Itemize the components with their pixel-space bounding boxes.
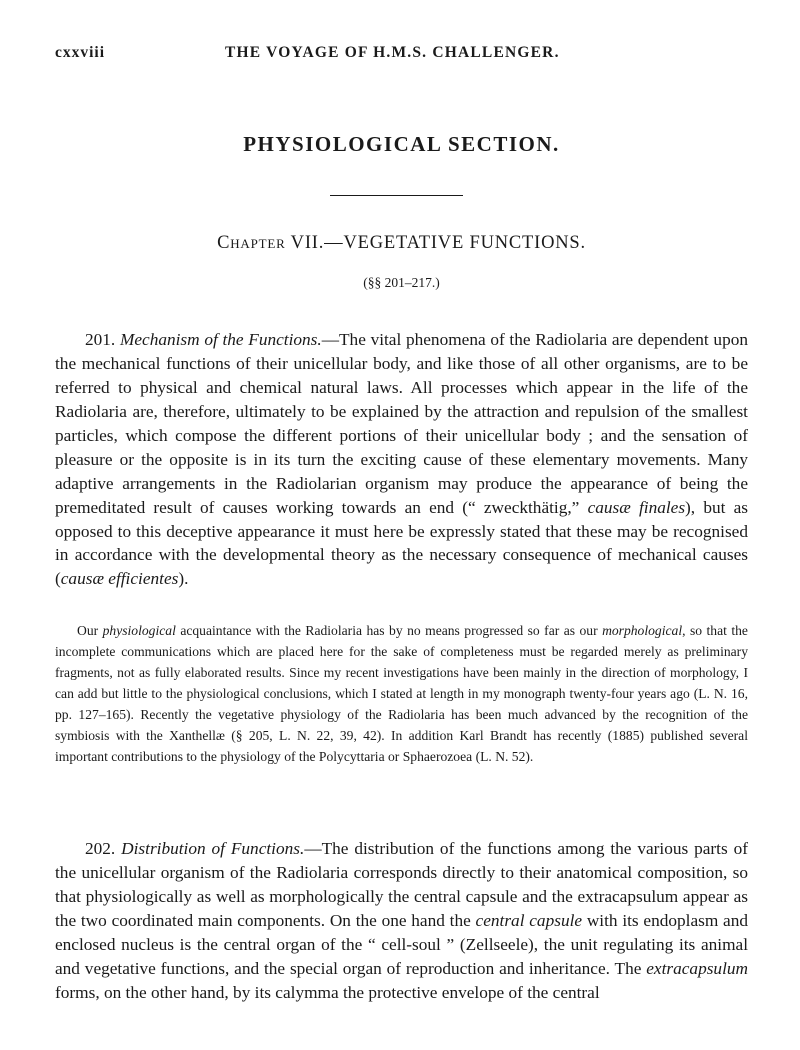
emphasis: morphological [602, 622, 683, 638]
note-text: acquaintance with the Radiolaria has by no means progressed so far as our [180, 622, 598, 638]
small-print-note [55, 620, 748, 768]
paragraph-text: —The vital phenomena of the Radiolaria are dependent upon the mechanical functions of their unicellular body, and like those of all other organisms, are to be referred to physical and chemical natural laws. All processes which appear in the life of the Radiolaria are, therefore, ultimately to be explained by the attraction and repulsion of the smallest particles, which compose the different portions of their unicellular body ; and the sensation of pleasure or the opposite is in its turn the exciting cause of these elementary movements. Many adaptive arrangements in the Radiolarian organism may produce the appearance of being the premeditated result of causes working towards an end (“ zweckthätig,” [55, 330, 748, 517]
chapter-label: Chapter [217, 233, 286, 253]
divider-rule [330, 195, 463, 196]
chapter-sections-range: (§§ 201–217.) [363, 275, 440, 290]
paragraph-202 [55, 837, 748, 1004]
paragraph-number: 202. [85, 839, 116, 859]
page-number: cxxviii [55, 44, 106, 61]
emphasis: extracapsulum [646, 958, 748, 978]
paragraph-text: —The distribution of the functions among the various parts of the unicellular organism of the Radiolaria corresponds directly to their anatomical composition, so that physiologically as well as morphologically the central capsule and the extracapsulum appear as the two coordinated main components. On the one hand the [55, 839, 748, 931]
chapter-title: VII.—VEGETATIVE FUNCTIONS. [290, 233, 586, 253]
section-title: PHYSIOLOGICAL SECTION. [243, 132, 560, 156]
latin-term: causæ efficientes [60, 569, 179, 589]
document-page [55, 0, 748, 1050]
paragraph-heading: Distribution of Functions. [121, 839, 305, 859]
paragraph-text: ). [178, 569, 189, 589]
running-header [55, 44, 748, 68]
emphasis: physiological [102, 622, 176, 638]
note-text: Our [77, 622, 99, 638]
running-title: THE VOYAGE OF H.M.S. CHALLENGER. [225, 44, 560, 61]
note-text: , so that the incomplete communications which are placed here for the sake of completeness must be regarded merely as preliminary fragments, not as fully elaborated results. Since my recent investigations have been mainly in the direction of morphology, I can add but little to the physiological conclusions, which I stated at length in my monograph twenty-four years ago (L. N. 16, pp. 127–165). Recently the vegetative physiology of the Radiolaria has been much advanced by the recognition of the symbiosis with the Xanthellæ (§ 205, L. N. 22, 39, 42). In addition Karl Brandt has recently (1885) published several important contributions to the physiology of the Polycyttaria or Sphaerozoea (L. N. 52). [55, 622, 748, 765]
paragraph-text: forms, on the other hand, by its calymma the protective envelope of the central [55, 982, 600, 1002]
paragraph-text: with its endoplasm and enclosed nucleus is the central organ of the “ cell-soul ” (Zellseele), the unit regulating its animal and vegetative functions, and the special organ of reproduction and inheritance. The [55, 911, 748, 978]
latin-term: causæ finales [587, 497, 686, 517]
paragraph-heading: Mechanism of the Functions. [119, 330, 322, 350]
paragraph-201 [55, 328, 748, 591]
emphasis: central capsule [475, 911, 583, 931]
paragraph-text: ), but as opposed to this deceptive appearance it must here be expressly stated that these may be recognised in accordance with the developmental theory as the necessary consequence of mechanical causes ( [55, 497, 748, 589]
paragraph-number: 201. [85, 330, 116, 350]
chapter-heading [55, 233, 748, 254]
